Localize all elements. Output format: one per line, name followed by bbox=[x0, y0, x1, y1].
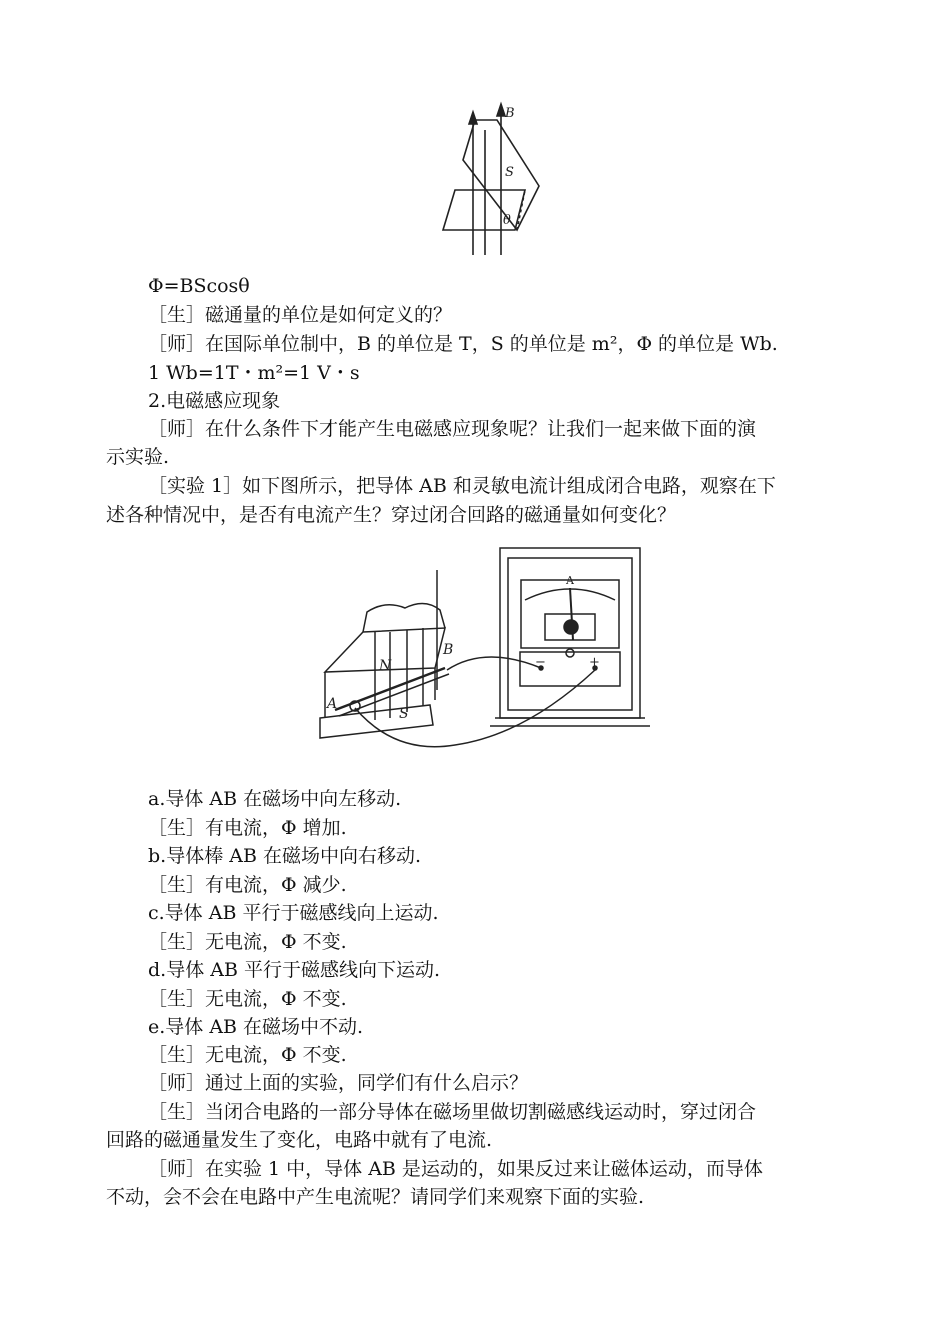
text-line: ［生］有电流，Φ 减少. bbox=[148, 874, 347, 896]
label-S: S bbox=[505, 165, 514, 180]
text-line: ［师］在实验 1 中，导体 AB 是运动的，如果反过来让磁体运动，而导体 bbox=[148, 1158, 763, 1180]
text-line: ［生］无电流，Φ 不变. bbox=[148, 1044, 347, 1066]
formula-line: Φ=BScosθ bbox=[148, 275, 250, 297]
text-line: 示实验. bbox=[106, 446, 170, 468]
label-A: A bbox=[327, 696, 338, 712]
text-line: ［师］在什么条件下才能产生电磁感应现象呢？让我们一起来做下面的演 bbox=[148, 418, 757, 440]
label-S: S bbox=[399, 706, 409, 722]
text-line: b.导体棒 AB 在磁场中向右移动. bbox=[148, 845, 422, 867]
meter-label: A bbox=[566, 574, 574, 587]
text-line: 述各种情况中，是否有电流产生？穿过闭合回路的磁通量如何变化？ bbox=[106, 504, 677, 526]
text-line: ［师］通过上面的实验，同学们有什么启示？ bbox=[148, 1072, 529, 1094]
text-line: ［生］无电流，Φ 不变. bbox=[148, 988, 347, 1010]
text-line: ［生］当闭合电路的一部分导体在磁场里做切割磁感线运动时，穿过闭合 bbox=[148, 1101, 757, 1123]
minus-terminal: − bbox=[535, 655, 546, 670]
text-line: ［生］有电流，Φ 增加. bbox=[148, 817, 347, 839]
text-line: c.导体 AB 平行于磁感线向上运动. bbox=[148, 902, 439, 924]
text-line: ［师］在国际单位制中，B 的单位是 T，S 的单位是 m²，Φ 的单位是 Wb. bbox=[148, 333, 778, 355]
label-B: B bbox=[443, 642, 454, 658]
text-line: a.导体 AB 在磁场中向左移动. bbox=[148, 788, 402, 810]
section-heading: 2.电磁感应现象 bbox=[148, 390, 281, 412]
label-theta: θ bbox=[503, 213, 511, 228]
experiment-diagram bbox=[315, 540, 655, 770]
text-line: 1 Wb=1T・m²=1 V・s bbox=[148, 362, 360, 384]
label-N: N bbox=[379, 658, 392, 674]
text-line: d.导体 AB 平行于磁感线向下运动. bbox=[148, 959, 441, 981]
text-line: 回路的磁通量发生了变化，电路中就有了电流. bbox=[106, 1129, 493, 1151]
text-line: e.导体 AB 在磁场中不动. bbox=[148, 1016, 364, 1038]
text-line: ［生］磁通量的单位是如何定义的？ bbox=[148, 304, 453, 326]
text-line: ［实验 1］如下图所示，把导体 AB 和灵敏电流计组成闭合电路，观察在下 bbox=[148, 475, 776, 497]
text-line: ［生］无电流，Φ 不变. bbox=[148, 931, 347, 953]
text-line: 不动，会不会在电路中产生电流呢？请同学们来观察下面的实验. bbox=[106, 1186, 645, 1208]
label-B: B bbox=[505, 106, 515, 121]
plus-terminal: + bbox=[589, 655, 600, 670]
flux-diagram bbox=[435, 100, 545, 260]
